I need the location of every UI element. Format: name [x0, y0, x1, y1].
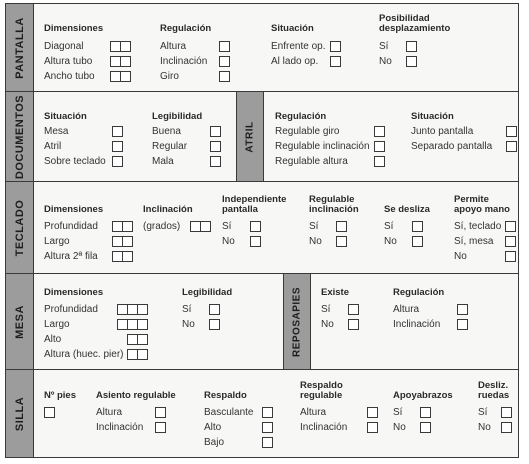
group-title: Regulación	[160, 23, 212, 34]
group-title: Asiento regulable	[96, 390, 176, 401]
checkbox[interactable]	[406, 56, 417, 67]
checkbox[interactable]	[374, 126, 385, 137]
option-label: No	[379, 56, 392, 67]
checkbox[interactable]	[112, 141, 123, 152]
section-label-text: MESA	[13, 304, 26, 339]
group-title: Nº pies	[44, 390, 76, 401]
option-label: Inclinación	[160, 56, 208, 67]
group-title: desplazamiento	[379, 23, 451, 34]
digit-box[interactable]	[120, 41, 131, 52]
checkbox[interactable]	[219, 41, 230, 52]
checkbox[interactable]	[412, 221, 423, 232]
section-divider	[6, 181, 518, 182]
checkbox[interactable]	[501, 422, 512, 433]
group-title: Inclinación	[143, 204, 193, 215]
group-title: Regulación	[393, 287, 445, 298]
ergonomic-checklist-form	[5, 3, 519, 458]
checkbox[interactable]	[457, 319, 468, 330]
atril-label-text: ATRIL	[244, 120, 256, 153]
checkbox[interactable]	[336, 221, 347, 232]
group-title: Existe	[321, 287, 349, 298]
checkbox[interactable]	[457, 304, 468, 315]
option-label: No	[182, 319, 195, 330]
checkbox[interactable]	[209, 319, 220, 330]
checkbox[interactable]	[155, 422, 166, 433]
digit-box[interactable]	[137, 319, 148, 330]
option-label: Mala	[152, 156, 174, 167]
group-title: Regulación	[275, 111, 327, 122]
group-title: Situación	[44, 111, 87, 122]
group-title: Permite	[454, 194, 489, 205]
option-label: Atril	[44, 141, 62, 152]
checkbox[interactable]	[210, 141, 221, 152]
checkbox[interactable]	[348, 304, 359, 315]
unit-label: (grados)	[143, 221, 181, 232]
option-label: Sí	[222, 221, 232, 232]
checkbox[interactable]	[336, 236, 347, 247]
option-label: Sobre teclado	[44, 156, 106, 167]
section-label-documentos	[6, 92, 33, 181]
group-title: Legibilidad	[182, 287, 233, 298]
checkbox[interactable]	[505, 221, 516, 232]
option-label: Sí, mesa	[454, 236, 494, 247]
label-column-border	[33, 4, 34, 457]
section-label-text: PANTALLA	[13, 16, 26, 79]
option-label: Sí	[393, 407, 403, 418]
option-label: Altura	[393, 304, 420, 315]
option-label: No	[321, 319, 334, 330]
checkbox[interactable]	[262, 422, 273, 433]
checkbox[interactable]	[506, 126, 517, 137]
option-label: Mesa	[44, 126, 69, 137]
checkbox[interactable]	[501, 407, 512, 418]
section-divider	[6, 369, 518, 370]
option-label: No	[384, 236, 397, 247]
checkbox[interactable]	[406, 41, 417, 52]
group-title: pantalla	[222, 204, 258, 215]
option-label: Regulable altura	[275, 156, 348, 167]
option-label: Sí	[384, 221, 394, 232]
group-title: apoyo mano	[454, 204, 510, 215]
group-title: Dimensiones	[44, 287, 104, 298]
option-label: No	[393, 422, 406, 433]
option-label: Basculante	[204, 407, 254, 418]
option-label: Sí	[321, 304, 331, 315]
option-label: Inclinación	[96, 422, 144, 433]
digit-box[interactable]	[120, 56, 131, 67]
option-label: Regulable giro	[275, 126, 340, 137]
digit-box[interactable]	[137, 334, 148, 345]
option-label: No	[478, 422, 491, 433]
checkbox[interactable]	[210, 156, 221, 167]
field-label: Largo	[44, 319, 70, 330]
field-label: Profundidad	[44, 304, 98, 315]
group-title: Dimensiones	[44, 23, 104, 34]
digit-box[interactable]	[137, 304, 148, 315]
reposapies-label-text: REPOSAPIES	[291, 286, 303, 357]
digit-box[interactable]	[137, 349, 148, 360]
checkbox[interactable]	[348, 319, 359, 330]
group-title: Dimensiones	[44, 204, 104, 215]
checkbox[interactable]	[250, 221, 261, 232]
option-label: Al lado op.	[271, 56, 319, 67]
field-label: Profundidad	[44, 221, 98, 232]
checkbox[interactable]	[112, 156, 123, 167]
group-title: Respaldo	[204, 390, 247, 401]
option-label: Junto pantalla	[411, 126, 474, 137]
checkbox[interactable]	[367, 407, 378, 418]
group-title: inclinación	[309, 204, 359, 215]
field-label: Alto	[44, 334, 62, 345]
digit-box[interactable]	[120, 71, 131, 82]
section-label-teclado	[6, 182, 33, 273]
group-title: ruedas	[478, 390, 510, 401]
option-label: Sí	[182, 304, 192, 315]
section-label-text: TECLADO	[13, 199, 26, 256]
option-label: No	[222, 236, 235, 247]
group-title: Respaldo	[300, 380, 343, 391]
section-label-pantalla	[6, 4, 33, 91]
checkbox[interactable]	[262, 407, 273, 418]
group-title: Desliz.	[478, 380, 509, 391]
field-label: Altura tubo	[44, 56, 93, 67]
option-label: Altura	[96, 407, 123, 418]
option-label: Altura	[160, 41, 187, 52]
option-label: Inclinación	[393, 319, 441, 330]
checkbox[interactable]	[374, 141, 385, 152]
checkbox[interactable]	[505, 251, 516, 262]
group-title: Apoyabrazos	[393, 390, 453, 401]
option-label: Bajo	[204, 437, 225, 448]
checkbox[interactable]	[209, 304, 220, 315]
digit-box[interactable]	[200, 221, 211, 232]
option-label: Sí	[478, 407, 488, 418]
option-label: Separado pantalla	[411, 141, 493, 152]
group-title: Situación	[411, 111, 454, 122]
group-title: regulable	[300, 390, 343, 401]
group-title: Situación	[271, 23, 314, 34]
option-label: Giro	[160, 71, 179, 82]
atril-label	[236, 92, 264, 181]
checkbox[interactable]	[112, 126, 123, 137]
option-label: Sí	[309, 221, 319, 232]
field-label: Altura (huec. pier)	[44, 349, 124, 360]
option-label: Altura	[300, 407, 327, 418]
option-label: Enfrente op.	[271, 41, 326, 52]
section-label-text: DOCUMENTOS	[13, 94, 26, 179]
checkbox[interactable]	[367, 422, 378, 433]
checkbox[interactable]	[374, 156, 385, 167]
digit-box[interactable]	[122, 236, 133, 247]
checkbox[interactable]	[210, 126, 221, 137]
option-label: Sí	[379, 41, 389, 52]
group-title: Legibilidad	[152, 111, 203, 122]
checkbox[interactable]	[412, 236, 423, 247]
field-label: Ancho tubo	[44, 71, 95, 82]
checkbox[interactable]	[155, 407, 166, 418]
group-title: Independiente	[222, 194, 287, 205]
digit-box[interactable]	[122, 221, 133, 232]
checkbox[interactable]	[250, 236, 261, 247]
checkbox[interactable]	[420, 422, 431, 433]
option-label: Inclinación	[300, 422, 348, 433]
field-label: Diagonal	[44, 41, 84, 52]
option-label: No	[309, 236, 322, 247]
section-label-silla	[6, 370, 33, 457]
section-label-text: SILLA	[13, 396, 26, 431]
group-title: Regulable	[309, 194, 355, 205]
group-title: Se desliza	[384, 204, 430, 215]
option-label: Regular	[152, 141, 188, 152]
option-label: No	[454, 251, 467, 262]
option-label: Alto	[204, 422, 222, 433]
digit-box[interactable]	[122, 251, 133, 262]
number-box[interactable]	[44, 407, 55, 418]
option-label: Buena	[152, 126, 181, 137]
field-label: Largo	[44, 236, 70, 247]
section-divider	[6, 273, 518, 274]
option-label: Regulable inclinación	[275, 141, 370, 152]
checkbox[interactable]	[420, 407, 431, 418]
section-label-mesa	[6, 274, 33, 369]
checkbox[interactable]	[262, 437, 273, 448]
checkbox[interactable]	[330, 41, 341, 52]
option-label: Sí, teclado	[454, 221, 502, 232]
checkbox[interactable]	[219, 71, 230, 82]
checkbox[interactable]	[505, 236, 516, 247]
field-label: Altura 2ª fila	[44, 251, 98, 262]
group-title: Posibilidad	[379, 13, 430, 24]
reposapies-label	[283, 274, 311, 369]
checkbox[interactable]	[506, 141, 517, 152]
checkbox[interactable]	[330, 56, 341, 67]
checkbox[interactable]	[219, 56, 230, 67]
